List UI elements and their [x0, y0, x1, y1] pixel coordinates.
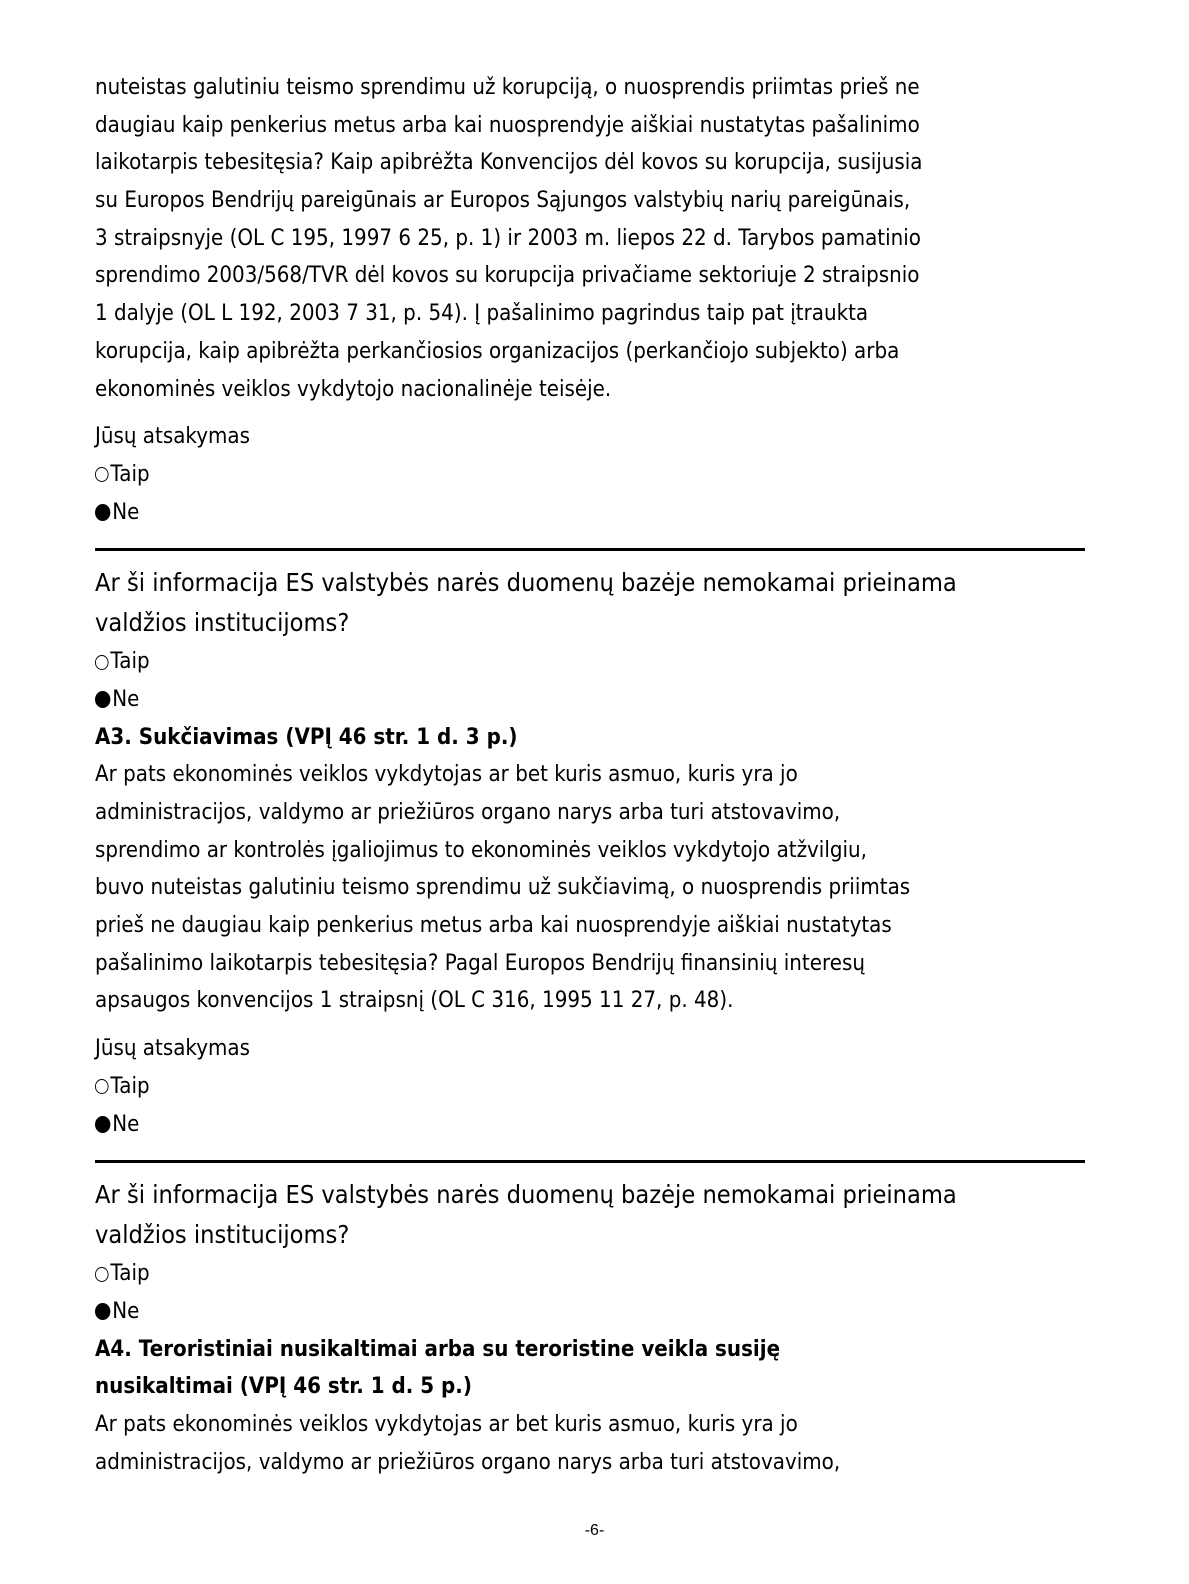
text-line: daugiau kaip penkerius metus arba kai nuosprendyje aiškiai nustatytas pašalinimo — [95, 112, 920, 138]
option-label: Ne — [112, 1111, 140, 1137]
answer-label: Jūsų atsakymas — [95, 424, 250, 450]
option-label: Ne — [112, 686, 140, 712]
radio-option-ne[interactable] — [95, 1293, 991, 1331]
divider — [95, 548, 1085, 551]
section-heading-a4: A4. Teroristiniai nusikaltimai arba su teroristine veikla susiję — [95, 1336, 781, 1362]
text-line: Ar pats ekonominės veiklos vykdytojas ar bet kuris asmuo, kuris yra jo — [95, 762, 798, 788]
radio-option-ne[interactable] — [95, 681, 991, 719]
radio-option-ne[interactable] — [95, 1106, 991, 1144]
option-label: Ne — [112, 499, 140, 525]
db-question-line: valdžios institucijoms? — [95, 1220, 350, 1250]
radio-unchecked-icon[interactable] — [95, 1267, 109, 1282]
radio-checked-icon[interactable] — [95, 1116, 110, 1133]
page-number: -6- — [584, 1522, 605, 1539]
text-line: pašalinimo laikotarpis tebesitęsia? Pagal Europos Bendrijų finansinių interesų — [95, 950, 865, 976]
radio-option-taip[interactable] — [95, 1068, 991, 1106]
section-a3-text — [95, 756, 1085, 1020]
section-a2-text — [95, 69, 1085, 408]
db-question-line: valdžios institucijoms? — [95, 608, 350, 638]
text-line: ekonominės veiklos vykdytojo nacionalinėje teisėje. — [95, 376, 612, 402]
radio-unchecked-icon[interactable] — [95, 467, 109, 482]
option-label: Taip — [110, 1073, 150, 1099]
text-line: sprendimo ar kontrolės įgaliojimus to ekonominės veiklos vykdytojo atžvilgiu, — [95, 837, 867, 863]
text-line: korupcija, kaip apibrėžta perkančiosios organizacijos (perkančiojo subjekto) arba — [95, 338, 900, 364]
radio-checked-icon[interactable] — [95, 1303, 110, 1320]
text-line: laikotarpis tebesitęsia? Kaip apibrėžta Konvencijos dėl kovos su korupcija, susijusia — [95, 150, 923, 176]
divider — [95, 1160, 1085, 1163]
document-page — [95, 69, 1085, 1481]
option-label: Taip — [110, 461, 150, 487]
radio-unchecked-icon[interactable] — [95, 655, 109, 670]
db-question-line: Ar ši informacija ES valstybės narės duomenų bazėje nemokamai prieinama — [95, 1180, 957, 1210]
text-line: Ar pats ekonominės veiklos vykdytojas ar bet kuris asmuo, kuris yra jo — [95, 1411, 798, 1437]
text-line: 1 dalyje (OL L 192, 2003 7 31, p. 54). Į pašalinimo pagrindus taip pat įtraukta — [95, 301, 869, 327]
db-question-line: Ar ši informacija ES valstybės narės duomenų bazėje nemokamai prieinama — [95, 568, 957, 598]
text-line: administracijos, valdymo ar priežiūros organo narys arba turi atstovavimo, — [95, 800, 841, 825]
radio-unchecked-icon[interactable] — [95, 1079, 109, 1094]
text-line: buvo nuteistas galutiniu teismo sprendimu už sukčiavimą, o nuosprendis priimtas — [95, 875, 911, 901]
text-line: nuteistas galutiniu teismo sprendimu už korupciją, o nuosprendis priimtas prieš ne — [95, 75, 920, 100]
section-heading-a3: A3. Sukčiavimas (VPĮ 46 str. 1 d. 3 p.) — [95, 724, 518, 750]
radio-checked-icon[interactable] — [95, 504, 110, 521]
text-line: apsaugos konvencijos 1 straipsnį (OL C 316, 1995 11 27, p. 48). — [95, 988, 734, 1014]
text-line: prieš ne daugiau kaip penkerius metus arba kai nuosprendyje aiškiai nustatytas — [95, 913, 892, 939]
radio-checked-icon[interactable] — [95, 691, 110, 708]
option-label: Ne — [112, 1298, 140, 1324]
text-line: administracijos, valdymo ar priežiūros organo narys arba turi atstovavimo, — [95, 1449, 841, 1475]
radio-option-ne[interactable] — [95, 494, 991, 532]
text-line: sprendimo 2003/568/TVR dėl kovos su korupcija privačiame sektoriuje 2 straipsnio — [95, 263, 920, 289]
radio-option-taip[interactable] — [95, 456, 991, 494]
radio-option-taip[interactable] — [95, 1255, 991, 1293]
section-heading-a4: nusikaltimai (VPĮ 46 str. 1 d. 5 p.) — [95, 1374, 472, 1400]
answer-label: Jūsų atsakymas — [95, 1036, 250, 1062]
option-label: Taip — [110, 649, 150, 675]
text-line: 3 straipsnyje (OL C 195, 1997 6 25, p. 1) ir 2003 m. liepos 22 d. Tarybos pamatinio — [95, 225, 921, 251]
text-line: su Europos Bendrijų pareigūnais ar Europos Sąjungos valstybių narių pareigūnais, — [95, 188, 911, 214]
radio-option-taip[interactable] — [95, 643, 991, 681]
option-label: Taip — [110, 1261, 150, 1287]
